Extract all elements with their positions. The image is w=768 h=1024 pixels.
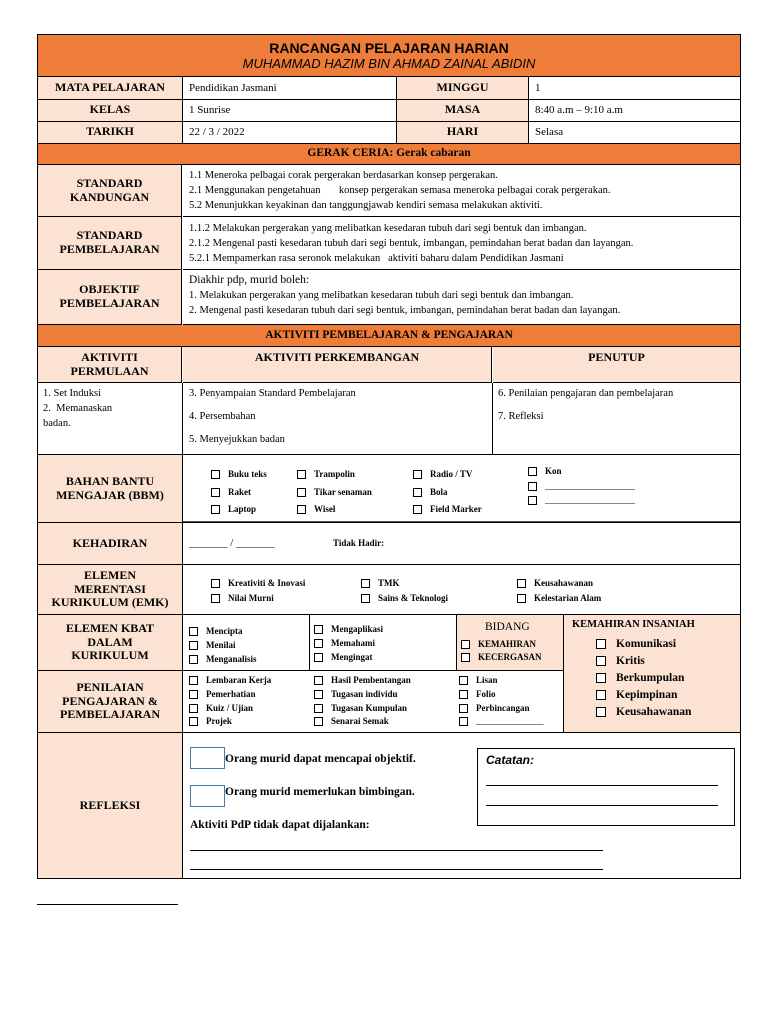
objektif-label: OBJEKTIF PEMBELAJARAN [38,270,182,325]
ki-item: Kepimpinan [616,689,678,701]
checkbox[interactable] [459,717,468,726]
checkbox[interactable] [211,579,220,588]
standard-pembelajaran-content [183,217,740,270]
checkbox[interactable] [189,690,198,699]
checkbox[interactable] [211,505,220,514]
sp-line: 1.1.2 Melakukan pergerakan yang melibatkan kesedaran tubuh dari segi bentuk dan imbangan. [189,223,587,234]
checkbox[interactable] [528,482,537,491]
checkbox[interactable] [314,653,323,662]
standard-kandungan-label: STANDARD KANDUNGAN [38,165,182,217]
emk-item: Kreativiti & Inovasi [228,578,306,588]
time-value: 8:40 a.m – 9:10 a.m [535,104,623,116]
kehadiran-content [183,523,740,565]
objektif-line: 2. Mengenal pasti kesedaran tubuh dari segi bentuk, imbangan, pemindahan berat badan dan layangan. [189,305,621,316]
bbm-content [183,455,740,523]
emk-content [183,565,740,615]
perkembangan-item: 5. Menyejukkan badan [189,434,285,445]
kbat-item: Mencipta [206,626,243,636]
checkbox[interactable] [459,676,468,685]
checkbox[interactable] [459,704,468,713]
penilaian-item: Senarai Semak [331,716,389,726]
footnote-divider [37,904,178,905]
perkembangan-header: AKTIVITI PERKEMBANGAN [183,347,492,383]
refleksi-label: REFLEKSI [38,733,183,878]
ki-item: Keusahawanan [616,706,692,718]
objektif-line: 1. Melakukan pergerakan yang melibatkan kesedaran tubuh dari segi bentuk dan imbangan. [189,290,574,301]
checkbox[interactable] [459,690,468,699]
page-title: RANCANGAN PELAJARAN HARIAN [269,40,509,56]
checkbox[interactable] [314,676,323,685]
week-value: 1 [535,82,541,94]
penilaian-other-line: _______________ [476,716,544,726]
notes-line[interactable] [486,785,718,786]
penilaian-item: Hasil Pembentangan [331,675,411,685]
standard-pembelajaran-label: STANDARD PEMBELAJARAN [38,217,182,270]
reason-line[interactable] [190,869,603,870]
penilaian-item: Folio [476,689,496,699]
permulaan-item: 1. Set Induksi [43,388,102,399]
emk-item: Keusahawanan [534,578,594,588]
penutup-item: 7. Refleksi [498,411,544,422]
checkbox[interactable] [189,641,198,650]
guidance-count-box[interactable] [190,785,225,807]
sk-line: 5.2 Menunjukkan keyakinan dan tanggungjawab kendiri semasa melakukan aktiviti. [189,200,543,211]
bbm-item: Bola [430,487,448,497]
bbm-item: Kon [545,466,562,476]
penilaian-item: Tugasan Kumpulan [331,703,407,713]
checkbox[interactable] [413,470,422,479]
sp-line: 5.2.1 Mempamerkan rasa seronok melakukan aktiviti baharu dalam Pendidikan Jasmani [189,253,564,264]
penutup-content [493,383,740,455]
checkbox[interactable] [596,656,606,666]
checkbox[interactable] [528,467,537,476]
guidance-text: Orang murid memerlukan bimbingan. [225,786,415,798]
checkbox[interactable] [517,594,526,603]
emk-label: ELEMEN MERENTASI KURIKULUM (EMK) [38,565,183,615]
class-value: 1 Sunrise [189,104,231,116]
class-label: KELAS [89,102,131,117]
date-value: 22 / 3 / 2022 [189,126,245,138]
bbm-item: Raket [228,487,251,497]
kbat-item: Menganalisis [206,654,257,664]
checkbox[interactable] [189,676,198,685]
ki-item: Komunikasi [616,638,677,650]
checkbox[interactable] [189,627,198,636]
bbm-item: Wisel [314,504,336,514]
time-label: MASA [444,102,481,117]
day-value: Selasa [535,126,564,138]
penilaian-item: Kuiz / Ujian [206,703,254,713]
standard-kandungan-content [183,165,740,217]
teacher-name: MUHAMMAD HAZIM BIN AHMAD ZAINAL ABIDIN [242,56,536,71]
bidang-item: KECERGASAN [478,652,542,662]
penilaian-item: Lisan [476,675,498,685]
penilaian-item: Pemerhatian [206,689,256,699]
objektif-intro: Diakhir pdp, murid boleh: [189,274,310,286]
subject-label: MATA PELAJARAN [55,80,165,95]
bbm-item: Laptop [228,504,257,514]
perkembangan-item: 4. Persembahan [189,411,256,422]
bbm-label: BAHAN BANTU MENGAJAR (BBM) [38,455,183,523]
date-label: TARIKH [86,124,134,139]
penutup-header: PENUTUP [493,347,740,383]
checkbox[interactable] [517,579,526,588]
checkbox[interactable] [314,717,323,726]
checkbox[interactable] [189,655,198,664]
kbat-label: ELEMEN KBAT DALAM KURIKULUM [38,615,183,671]
perkembangan-content [183,383,493,455]
aktiviti-section-title: AKTIVITI PEMBELAJARAN & PENGAJARAN [38,325,740,347]
checkbox[interactable] [413,488,422,497]
checkbox[interactable] [297,505,306,514]
permulaan-header: AKTIVITI PERMULAAN [38,347,182,383]
penilaian-content [183,671,564,733]
penilaian-item: Lembaran Kerja [206,675,272,685]
kbat-content [183,615,456,671]
checkbox[interactable] [361,594,370,603]
emk-item: Sains & Teknologi [378,593,449,603]
perkembangan-item: 3. Penyampaian Standard Pembelajaran [189,388,356,399]
penutup-item: 6. Penilaian pengajaran dan pembelajaran [498,388,674,399]
permulaan-item: 2. Memanaskan [43,403,113,414]
penilaian-label: PENILAIAN PENGAJARAN & PEMBELAJARAN [38,671,183,733]
checkbox[interactable] [461,640,470,649]
bidang-label: BIDANG [485,621,530,633]
achieved-text: Orang murid dapat mencapai objektif. [225,753,416,765]
checkbox[interactable] [413,505,422,514]
permulaan-item: badan. [43,418,71,429]
checkbox[interactable] [211,470,220,479]
day-label: HARI [446,124,479,139]
checkbox[interactable] [361,579,370,588]
bbm-item: Trampolin [314,469,355,479]
bidang-item: KEMAHIRAN [478,639,536,649]
bbm-item: Field Marker [430,504,482,514]
attendance-count[interactable]: _______ / _______ [189,537,275,549]
bbm-other-line: ____________________ [545,481,635,491]
checkbox[interactable] [314,639,323,648]
checkbox[interactable] [211,488,220,497]
checkbox[interactable] [297,488,306,497]
bbm-item: Tikar senaman [314,487,372,497]
penilaian-item: Tugasan individu [331,689,398,699]
checkbox[interactable] [596,690,606,700]
notes-label: Catatan: [486,753,535,767]
checkbox[interactable] [314,704,323,713]
kbat-item: Menilai [206,640,236,650]
topic-bar: GERAK CERIA: Gerak cabaran [38,143,740,165]
permulaan-content [38,383,183,455]
sk-line: 2.1 Menggunakan pengetahuan konsep pergerakan semasa meneroka pelbagai corak pergerakan. [189,185,611,196]
kbat-item: Mengingat [331,652,373,662]
penilaian-item: Projek [206,716,232,726]
achieved-count-box[interactable] [190,747,225,769]
checkbox[interactable] [314,690,323,699]
week-label: MINGGU [436,80,489,95]
bbm-other-line: ____________________ [545,495,635,505]
checkbox[interactable] [596,673,606,683]
checkbox[interactable] [314,625,323,634]
kemahiran-insaniah-label: KEMAHIRAN INSANIAH [572,619,695,630]
ki-item: Kritis [616,655,645,667]
sk-line: 1.1 Meneroka pelbagai corak pergerakan berdasarkan konsep pergerakan. [189,170,498,181]
subject-value: Pendidikan Jasmani [189,82,277,94]
checkbox[interactable] [211,594,220,603]
not-done-text: Aktiviti PdP tidak dapat dijalankan: [190,819,370,831]
emk-item: Kelestarian Alam [534,593,602,603]
bidang-box [456,615,564,671]
kehadiran-label: KEHADIRAN [38,523,183,565]
penilaian-item: Perbincangan [476,703,530,713]
sp-line: 2.1.2 Mengenal pasti kesedaran tubuh dari segi bentuk, imbangan, pemindahan berat badan dan layangan. [189,238,634,249]
kbat-item: Mengaplikasi [331,624,384,634]
checkbox[interactable] [189,717,198,726]
checkbox[interactable] [461,653,470,662]
bbm-item: Radio / TV [430,469,473,479]
kbat-item: Memahami [331,638,375,648]
absent-label: Tidak Hadir: [333,538,385,548]
emk-item: TMK [378,578,400,588]
ki-item: Berkumpulan [616,672,685,684]
checkbox[interactable] [596,707,606,717]
checkbox[interactable] [528,496,537,505]
notes-box[interactable] [477,748,735,826]
reason-line[interactable] [190,850,603,851]
objektif-content [183,270,740,325]
notes-line[interactable] [486,805,718,806]
checkbox[interactable] [596,639,606,649]
refleksi-content [183,733,740,878]
header-banner [38,35,740,77]
kemahiran-insaniah-box [564,615,740,733]
bbm-item: Buku teks [228,469,267,479]
emk-item: Nilai Murni [228,593,274,603]
checkbox[interactable] [189,704,198,713]
checkbox[interactable] [297,470,306,479]
